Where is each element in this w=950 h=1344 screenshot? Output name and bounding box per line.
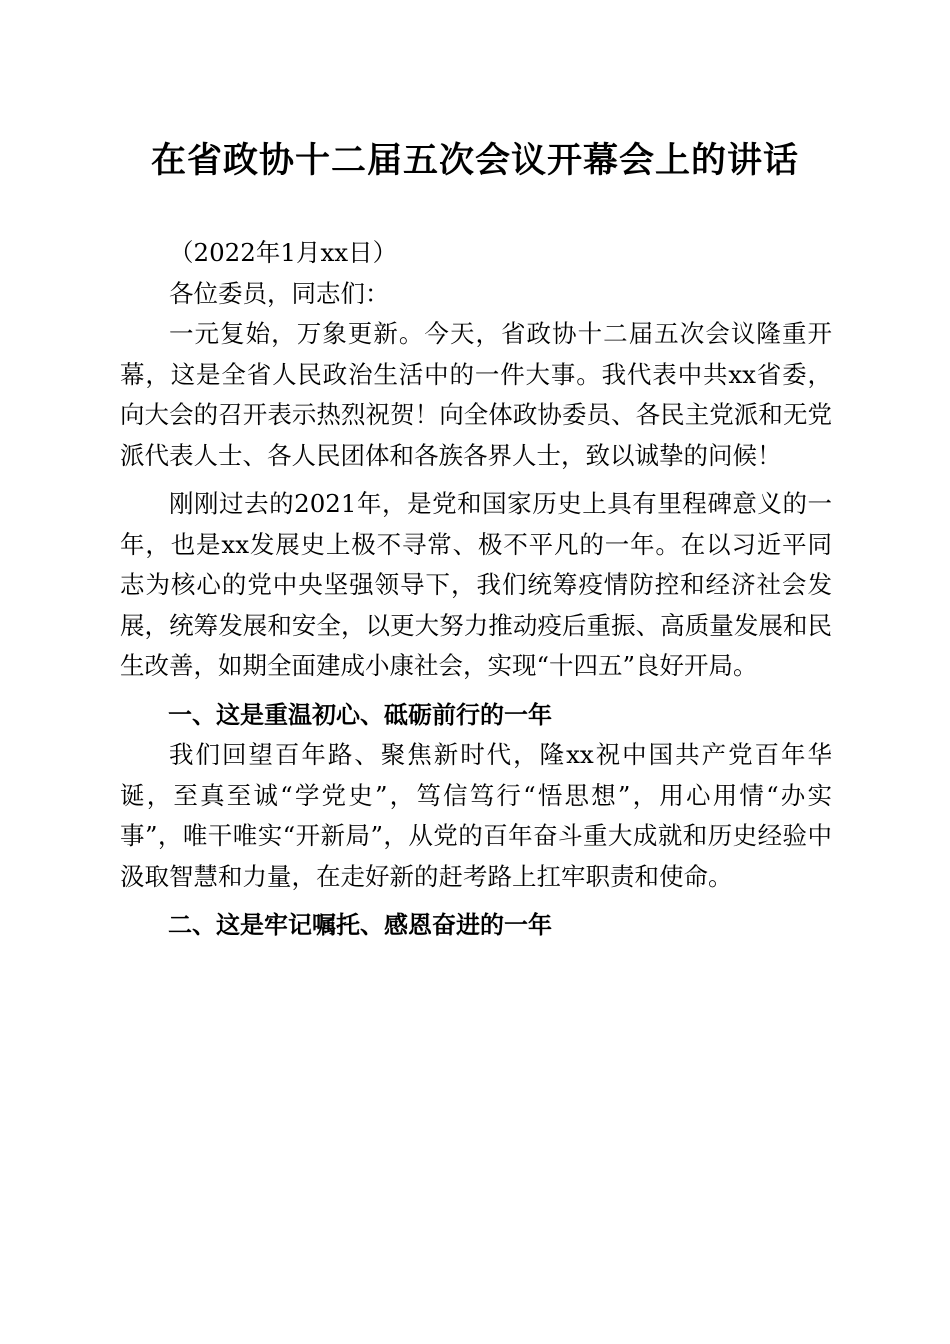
section-1-paragraph: 我们回望百年路、聚焦新时代，隆xx祝中国共产党百年华诞，至真至诚“学党史”，笃信笃行“悟思想”，用心用情“办实事”，唯干唯实“开新局”，从党的百年奋斗重大成就和历史经验中汲取智慧和力量，在走好新的赶考路上扛牢职责和使命。 bbox=[120, 740, 832, 891]
date-line: （2022年1月xx日） bbox=[169, 238, 398, 267]
paragraph-opening: 一元复始，万象更新。今天，省政协十二届五次会议隆重开幕，这是全省人民政治生活中的一件大事。我代表中共xx省委，向大会的召开表示热烈祝贺！向全体政协委员、各民主党派和无党派代表人士、各人民团体和各族各界人士，致以诚挚的问候！ bbox=[120, 319, 832, 470]
document-body bbox=[120, 233, 832, 946]
salutation: 各位委员，同志们： bbox=[169, 278, 390, 308]
paragraph-review: 刚刚过去的2021年，是党和国家历史上具有里程碑意义的一年，也是xx发展史上极不寻常、极不平凡的一年。在以习近平同志为核心的党中央坚强领导下，我们统筹疫情防控和经济社会发展，统筹发展和安全，以更大努力推动疫后重振、高质量发展和民生改善，如期全面建成小康社会，实现“十四五”良好开局。 bbox=[120, 489, 832, 680]
document-title: 在省政协十二届五次会议开幕会上的讲话 bbox=[150, 140, 799, 181]
section-heading-2: 二、这是牢记嘱托、感恩奋进的一年 bbox=[168, 911, 552, 939]
section-heading-1: 一、这是重温初心、砥砺前行的一年 bbox=[168, 700, 552, 729]
